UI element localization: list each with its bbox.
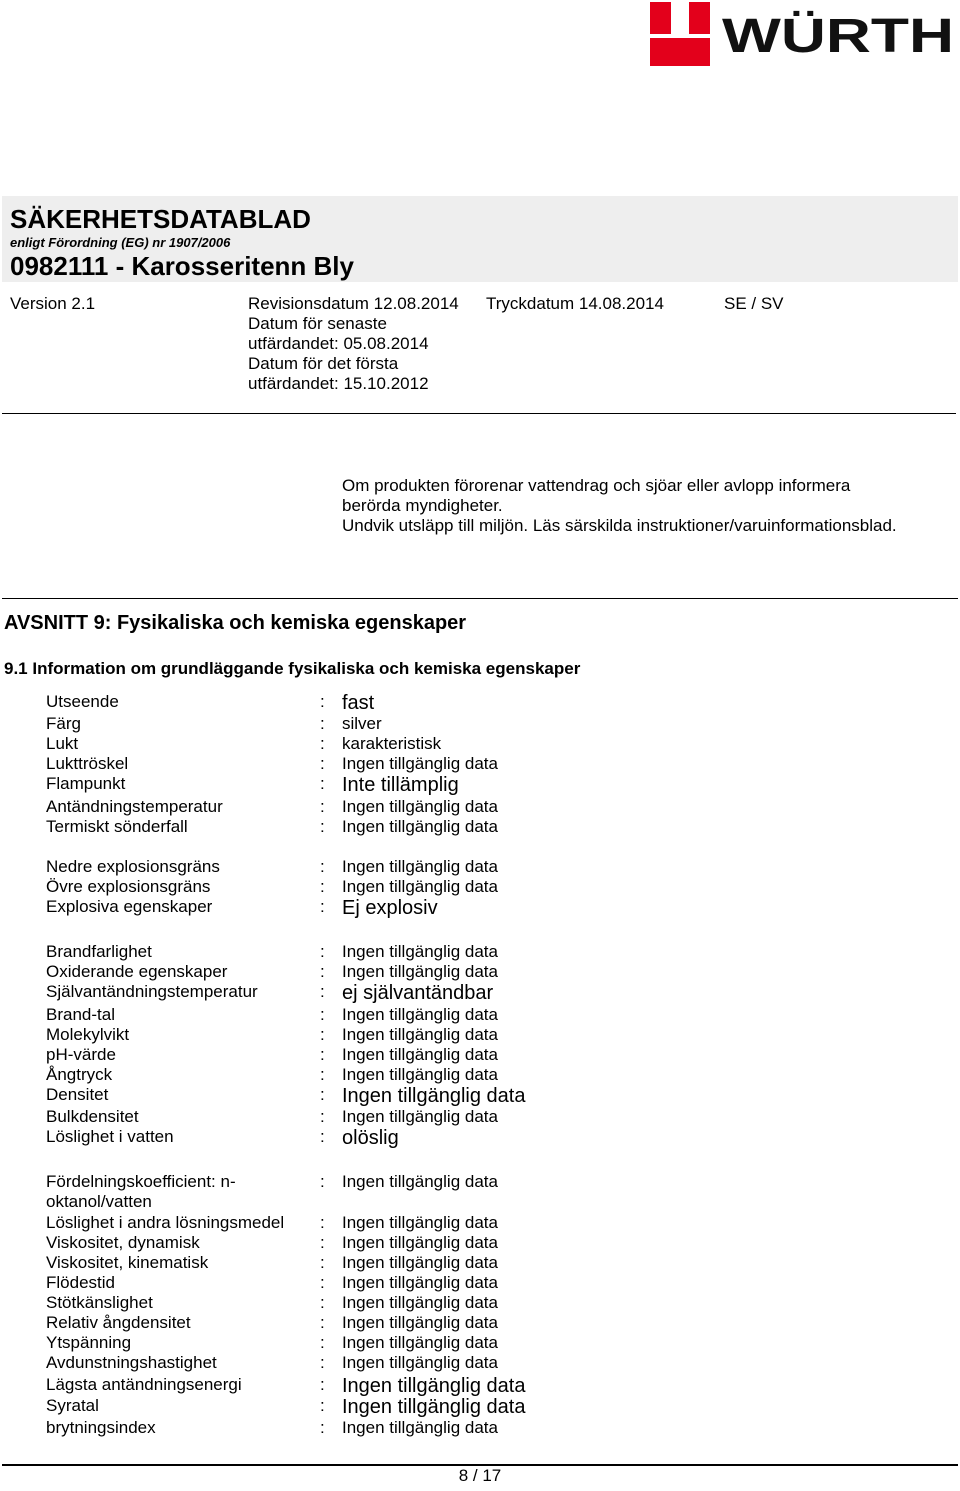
print-date: Tryckdatum 14.08.2014 bbox=[486, 294, 664, 313]
property-separator: : bbox=[320, 714, 325, 733]
property-label: Löslighet i andra lösningsmedel bbox=[46, 1213, 285, 1232]
property-label: Lukttröskel bbox=[46, 754, 129, 773]
property-value: Ingen tillgänglig data bbox=[342, 797, 498, 816]
subsection-title: 9.1 Information om grundläggande fysikaliska och kemiska egenskaper bbox=[4, 659, 581, 678]
property-value: Ingen tillgänglig data bbox=[342, 962, 498, 981]
revision-line: Datum för senaste bbox=[248, 314, 387, 333]
property-label: Färg bbox=[46, 714, 81, 733]
regulation-subtitle: enligt Förordning (EG) nr 1907/2006 bbox=[10, 235, 231, 250]
revision-line: utfärdandet: 05.08.2014 bbox=[248, 334, 429, 353]
property-separator: : bbox=[320, 1172, 325, 1191]
property-separator: : bbox=[320, 942, 325, 961]
product-name: 0982111 - Karosseritenn Bly bbox=[10, 251, 354, 281]
intro-paragraph bbox=[342, 476, 902, 536]
property-separator: : bbox=[320, 1107, 325, 1126]
property-label: Syratal bbox=[46, 1396, 99, 1415]
property-label: Avdunstningshastighet bbox=[46, 1353, 217, 1372]
property-value: ej självantändbar bbox=[342, 982, 494, 1004]
property-value: Ingen tillgänglig data bbox=[342, 877, 498, 896]
property-separator: : bbox=[320, 897, 325, 916]
property-value: Inte tillämplig bbox=[342, 774, 459, 796]
property-value: silver bbox=[342, 714, 382, 733]
property-value: Ingen tillgänglig data bbox=[342, 1172, 498, 1191]
property-label: Lukt bbox=[46, 734, 79, 753]
property-value: Ingen tillgänglig data bbox=[342, 1396, 526, 1418]
property-value: Ingen tillgänglig data bbox=[342, 1273, 498, 1292]
property-separator: : bbox=[320, 857, 325, 876]
property-label: Molekylvikt bbox=[46, 1025, 130, 1044]
property-label: Flödestid bbox=[46, 1273, 115, 1292]
property-separator: : bbox=[320, 962, 325, 981]
document-title: SÄKERHETSDATABLAD bbox=[10, 204, 311, 234]
property-label: Utseende bbox=[46, 692, 119, 711]
property-label: pH-värde bbox=[46, 1045, 116, 1064]
revision-info bbox=[248, 294, 459, 394]
property-value: Ingen tillgänglig data bbox=[342, 1025, 498, 1044]
property-value: Ingen tillgänglig data bbox=[342, 1045, 498, 1064]
property-separator: : bbox=[320, 1213, 325, 1232]
property-value: Ingen tillgänglig data bbox=[342, 1065, 498, 1084]
revision-line: Revisionsdatum 12.08.2014 bbox=[248, 294, 459, 313]
property-separator: : bbox=[320, 1273, 325, 1292]
property-value: Ingen tillgänglig data bbox=[342, 1005, 498, 1024]
property-separator: : bbox=[320, 1065, 325, 1084]
property-separator: : bbox=[320, 1353, 325, 1372]
property-value: Ingen tillgänglig data bbox=[342, 1375, 526, 1397]
property-separator: : bbox=[320, 734, 325, 753]
property-separator: : bbox=[320, 692, 325, 711]
property-separator: : bbox=[320, 817, 325, 836]
wurth-logo bbox=[648, 0, 958, 70]
property-label: Brand-tal bbox=[46, 1005, 115, 1024]
property-label: Fördelningskoefficient: n-oktanol/vatten bbox=[46, 1172, 236, 1211]
property-value: Ingen tillgänglig data bbox=[342, 754, 498, 773]
property-label: Ytspänning bbox=[46, 1333, 132, 1352]
property-value: Ingen tillgänglig data bbox=[342, 1418, 498, 1437]
property-label: Antändningstemperatur bbox=[46, 797, 223, 816]
property-label: Lägsta antändningsenergi bbox=[46, 1375, 242, 1394]
property-separator: : bbox=[320, 797, 325, 816]
property-separator: : bbox=[320, 1418, 325, 1437]
property-label: Oxiderande egenskaper bbox=[46, 962, 228, 981]
property-label: brytningsindex bbox=[46, 1418, 156, 1437]
intro-text: Om produkten förorenar vattendrag och sjöar eller avlopp informera berörda myndigheter. Undvik utsläpp till miljön. Läs särskilda instruktioner/varuinformationsblad. bbox=[342, 476, 897, 535]
property-value: Ingen tillgänglig data bbox=[342, 1333, 498, 1352]
property-label: Explosiva egenskaper bbox=[46, 897, 213, 916]
property-value: Ej explosiv bbox=[342, 897, 438, 919]
property-label: Relativ ångdensitet bbox=[46, 1313, 191, 1332]
property-value: Ingen tillgänglig data bbox=[342, 1213, 498, 1232]
property-separator: : bbox=[320, 1333, 325, 1352]
property-value: olöslig bbox=[342, 1127, 399, 1149]
property-label: Stötkänslighet bbox=[46, 1293, 153, 1312]
property-label: Nedre explosionsgräns bbox=[46, 857, 220, 876]
property-value: Ingen tillgänglig data bbox=[342, 1107, 498, 1126]
property-value: Ingen tillgänglig data bbox=[342, 1085, 526, 1107]
revision-line: utfärdandet: 15.10.2012 bbox=[248, 374, 429, 393]
property-label: Densitet bbox=[46, 1085, 109, 1104]
property-value: Ingen tillgänglig data bbox=[342, 1233, 498, 1252]
property-value: Ingen tillgänglig data bbox=[342, 1313, 498, 1332]
property-label: Bulkdensitet bbox=[46, 1107, 139, 1126]
brand-wordmark: WÜRTH bbox=[722, 10, 954, 63]
property-value: karakteristisk bbox=[342, 734, 442, 753]
property-value: Ingen tillgänglig data bbox=[342, 1253, 498, 1272]
property-value: Ingen tillgänglig data bbox=[342, 857, 498, 876]
property-separator: : bbox=[320, 1233, 325, 1252]
property-label: Flampunkt bbox=[46, 774, 126, 793]
property-label: Ångtryck bbox=[46, 1065, 113, 1084]
property-separator: : bbox=[320, 1375, 325, 1394]
property-separator: : bbox=[320, 754, 325, 773]
revision-line: Datum för det första bbox=[248, 354, 399, 373]
property-separator: : bbox=[320, 1127, 325, 1146]
version-label: Version 2.1 bbox=[10, 294, 96, 313]
property-separator: : bbox=[320, 1253, 325, 1272]
property-separator: : bbox=[320, 1293, 325, 1312]
property-label: Brandfarlighet bbox=[46, 942, 152, 961]
property-separator: : bbox=[320, 1396, 325, 1415]
property-label: Övre explosionsgräns bbox=[46, 877, 211, 896]
property-label: Termiskt sönderfall bbox=[46, 817, 188, 836]
property-value: Ingen tillgänglig data bbox=[342, 1353, 498, 1372]
property-separator: : bbox=[320, 1085, 325, 1104]
property-label: Löslighet i vatten bbox=[46, 1127, 174, 1146]
section-divider bbox=[2, 598, 958, 599]
meta-divider bbox=[2, 413, 956, 414]
property-value: Ingen tillgänglig data bbox=[342, 817, 498, 836]
property-value: fast bbox=[342, 692, 375, 714]
property-separator: : bbox=[320, 774, 325, 793]
property-separator: : bbox=[320, 877, 325, 896]
property-separator: : bbox=[320, 1313, 325, 1332]
property-label: Självantändningstemperatur bbox=[46, 982, 258, 1001]
property-separator: : bbox=[320, 1025, 325, 1044]
property-label: Viskositet, dynamisk bbox=[46, 1233, 200, 1252]
property-value: Ingen tillgänglig data bbox=[342, 942, 498, 961]
page-number: 8 / 17 bbox=[458, 1466, 502, 1485]
property-label: Viskositet, kinematisk bbox=[46, 1253, 209, 1272]
property-value: Ingen tillgänglig data bbox=[342, 1293, 498, 1312]
property-separator: : bbox=[320, 1005, 325, 1024]
locale-label: SE / SV bbox=[724, 294, 784, 313]
property-separator: : bbox=[320, 982, 325, 1001]
property-separator: : bbox=[320, 1045, 325, 1064]
section-title: AVSNITT 9: Fysikaliska och kemiska egenskaper bbox=[4, 612, 467, 634]
